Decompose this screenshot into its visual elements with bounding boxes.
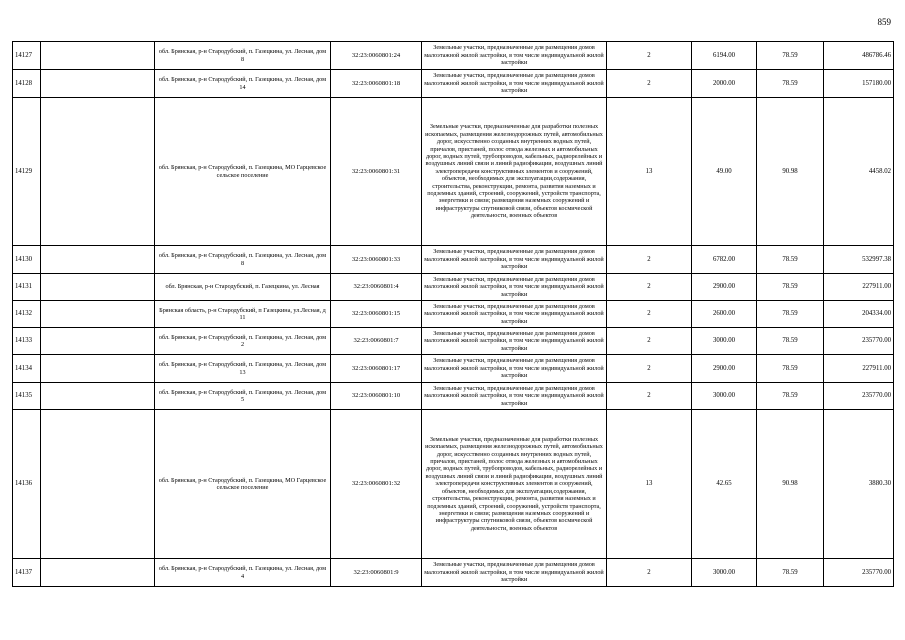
- area-cell: 2600.00: [692, 301, 757, 328]
- rate-cell: 78.59: [757, 42, 824, 70]
- cadastral-number-cell: 32:23:0060801:31: [331, 98, 422, 246]
- cadastral-number-cell: 32:23:0060801:10: [331, 383, 422, 410]
- table-row: [13, 328, 894, 355]
- land-use-cell: Земельные участки, предназначенные для разработки полезных ископаемых, размещения железнодорожных путей, автомобильных дорог, искусственно созданных внутренних водных путей, причалов, пристаней, полос отвода железных и автомобильных дорог, водных путей, трубопроводов, кабельных, радиорелейных и воздушных линий связи и линий радиофикации, воздушных линий электропередачи конструктивных элементов и сооружений, объектов, необходимых для эксплуатации,содержания, строительства, реконструкции, ремонта, развития наземных и подземных зданий, строений, сооружений, устройств транспорта, энергетики и связи; размещения наземных сооружений и инфраструктуры спутниковой связи, объектов космической деятельности, военных объектов: [422, 98, 607, 246]
- rate-cell: 78.59: [757, 274, 824, 301]
- address-cell: обл. Брянская, р-н Стародубский, п. Газецкина, ул. Лесная, дом 8: [155, 246, 331, 274]
- blank-cell: [41, 383, 155, 410]
- row-number: 14131: [13, 274, 41, 301]
- blank-cell: [41, 70, 155, 98]
- area-cell: 49.00: [692, 98, 757, 246]
- blank-cell: [41, 246, 155, 274]
- category-cell: 2: [607, 559, 692, 587]
- category-cell: 13: [607, 98, 692, 246]
- row-number: 14132: [13, 301, 41, 328]
- land-use-cell: Земельные участки, предназначенные для размещения домов малоэтажной жилой застройки, в том числе индивидуальной жилой застройки: [422, 355, 607, 383]
- cadastral-number-cell: 32:23:0060801:15: [331, 301, 422, 328]
- cadastral-value-cell: 3880.30: [824, 410, 894, 559]
- row-number: 14135: [13, 383, 41, 410]
- table-row: [13, 70, 894, 98]
- cadastral-number-cell: 32:23:0060801:18: [331, 70, 422, 98]
- cadastral-value-cell: 235770.00: [824, 383, 894, 410]
- land-use-cell: Земельные участки, предназначенные для размещения домов малоэтажной жилой застройки, в том числе индивидуальной жилой застройки: [422, 328, 607, 355]
- land-use-cell: Земельные участки, предназначенные для размещения домов малоэтажной жилой застройки, в том числе индивидуальной жилой застройки: [422, 301, 607, 328]
- address-cell: обл. Брянская, р-н Стародубский, п. Газецкина, ул. Лесная, дом 8: [155, 42, 331, 70]
- table-row: [13, 559, 894, 587]
- category-cell: 2: [607, 301, 692, 328]
- area-cell: 6782.00: [692, 246, 757, 274]
- blank-cell: [41, 301, 155, 328]
- address-cell: Брянская область, р-н Стародубский, п Газецкина, ул.Лесная, д 11: [155, 301, 331, 328]
- address-cell: обл. Брянская, р-н Стародубский, п. Газецкина, МО Гарцевское сельское поселение: [155, 410, 331, 559]
- land-use-cell: Земельные участки, предназначенные для размещения домов малоэтажной жилой застройки, в том числе индивидуальной жилой застройки: [422, 246, 607, 274]
- cadastral-value-cell: 227911.00: [824, 355, 894, 383]
- land-registry-table: [12, 41, 894, 587]
- category-cell: 2: [607, 70, 692, 98]
- land-use-cell: Земельные участки, предназначенные для размещения домов малоэтажной жилой застройки, в том числе индивидуальной жилой застройки: [422, 559, 607, 587]
- address-cell: обл. Брянская, р-н Стародубский, п. Газецкина, ул. Лесная: [155, 274, 331, 301]
- table-row: [13, 410, 894, 559]
- cadastral-number-cell: 32:23:0060801:7: [331, 328, 422, 355]
- address-cell: обл. Брянская, р-н Стародубский, п. Газецкина, ул. Лесная, дом 14: [155, 70, 331, 98]
- rate-cell: 78.59: [757, 383, 824, 410]
- table-row: [13, 42, 894, 70]
- rate-cell: 78.59: [757, 301, 824, 328]
- area-cell: 2000.00: [692, 70, 757, 98]
- blank-cell: [41, 98, 155, 246]
- blank-cell: [41, 410, 155, 559]
- land-use-cell: Земельные участки, предназначенные для размещения домов малоэтажной жилой застройки, в том числе индивидуальной жилой застройки: [422, 70, 607, 98]
- cadastral-number-cell: 32:23:0060801:33: [331, 246, 422, 274]
- row-number: 14127: [13, 42, 41, 70]
- page-number: 859: [877, 17, 891, 27]
- cadastral-value-cell: 235770.00: [824, 559, 894, 587]
- address-cell: обл. Брянская, р-н Стародубский, п. Газецкина, МО Гарцевское сельское поселение: [155, 98, 331, 246]
- land-use-cell: Земельные участки, предназначенные для размещения домов малоэтажной жилой застройки, в том числе индивидуальной жилой застройки: [422, 42, 607, 70]
- cadastral-number-cell: 32:23:0060801:32: [331, 410, 422, 559]
- table-row: [13, 383, 894, 410]
- cadastral-value-cell: 532997.38: [824, 246, 894, 274]
- cadastral-number-cell: 32:23:0060801:24: [331, 42, 422, 70]
- rate-cell: 78.59: [757, 70, 824, 98]
- rate-cell: 78.59: [757, 355, 824, 383]
- category-cell: 2: [607, 274, 692, 301]
- blank-cell: [41, 328, 155, 355]
- table-row: [13, 246, 894, 274]
- area-cell: 3000.00: [692, 328, 757, 355]
- land-use-cell: Земельные участки, предназначенные для разработки полезных ископаемых, размещения железнодорожных путей, автомобильных дорог, искусственно созданных внутренних водных путей, причалов, пристаней, полос отвода железных и автомобильных дорог, водных путей, трубопроводов, кабельных, радиорелейных и воздушных линий связи и линий радиофикации, воздушных линий электропередачи конструктивных элементов и сооружений, объектов, необходимых для эксплуатации,содержания, строительства, реконструкции, ремонта, развития наземных и подземных зданий, строений, сооружений, устройств транспорта, энергетики и связи; размещения наземных сооружений и инфраструктуры спутниковой связи, объектов космической деятельности, военных объектов: [422, 410, 607, 559]
- rate-cell: 78.59: [757, 559, 824, 587]
- blank-cell: [41, 42, 155, 70]
- row-number: 14137: [13, 559, 41, 587]
- address-cell: обл. Брянская, р-н Стародубский, п. Газецкина, ул. Лесная, дом 5: [155, 383, 331, 410]
- row-number: 14136: [13, 410, 41, 559]
- row-number: 14130: [13, 246, 41, 274]
- row-number: 14133: [13, 328, 41, 355]
- address-cell: обл. Брянская, р-н Стародубский, п. Газецкина, ул. Лесная, дом 2: [155, 328, 331, 355]
- area-cell: 42.65: [692, 410, 757, 559]
- category-cell: 2: [607, 355, 692, 383]
- land-use-cell: Земельные участки, предназначенные для размещения домов малоэтажной жилой застройки, в том числе индивидуальной жилой застройки: [422, 383, 607, 410]
- area-cell: 2900.00: [692, 274, 757, 301]
- blank-cell: [41, 355, 155, 383]
- area-cell: 3000.00: [692, 559, 757, 587]
- cadastral-value-cell: 486786.46: [824, 42, 894, 70]
- blank-cell: [41, 274, 155, 301]
- cadastral-value-cell: 204334.00: [824, 301, 894, 328]
- area-cell: 2900.00: [692, 355, 757, 383]
- area-cell: 6194.00: [692, 42, 757, 70]
- blank-cell: [41, 559, 155, 587]
- row-number: 14128: [13, 70, 41, 98]
- cadastral-number-cell: 32:23:0060801:4: [331, 274, 422, 301]
- cadastral-value-cell: 227911.00: [824, 274, 894, 301]
- cadastral-value-cell: 235770.00: [824, 328, 894, 355]
- rate-cell: 78.59: [757, 328, 824, 355]
- address-cell: обл. Брянская, р-н Стародубский, п. Газецкина, ул. Лесная, дом 13: [155, 355, 331, 383]
- category-cell: 2: [607, 246, 692, 274]
- cadastral-number-cell: 32:23:0060801:17: [331, 355, 422, 383]
- table-row: [13, 98, 894, 246]
- rate-cell: 90.98: [757, 410, 824, 559]
- cadastral-value-cell: 4458.02: [824, 98, 894, 246]
- rate-cell: 90.98: [757, 98, 824, 246]
- category-cell: 2: [607, 383, 692, 410]
- address-cell: обл. Брянская, р-н Стародубский, п. Газецкина, ул. Лесная, дом 4: [155, 559, 331, 587]
- rate-cell: 78.59: [757, 246, 824, 274]
- cadastral-number-cell: 32:23:0060801:9: [331, 559, 422, 587]
- category-cell: 13: [607, 410, 692, 559]
- area-cell: 3000.00: [692, 383, 757, 410]
- row-number: 14129: [13, 98, 41, 246]
- category-cell: 2: [607, 42, 692, 70]
- cadastral-value-cell: 157180.00: [824, 70, 894, 98]
- land-use-cell: Земельные участки, предназначенные для размещения домов малоэтажной жилой застройки, в том числе индивидуальной жилой застройки: [422, 274, 607, 301]
- category-cell: 2: [607, 328, 692, 355]
- table-row: [13, 301, 894, 328]
- row-number: 14134: [13, 355, 41, 383]
- table-row: [13, 274, 894, 301]
- table-row: [13, 355, 894, 383]
